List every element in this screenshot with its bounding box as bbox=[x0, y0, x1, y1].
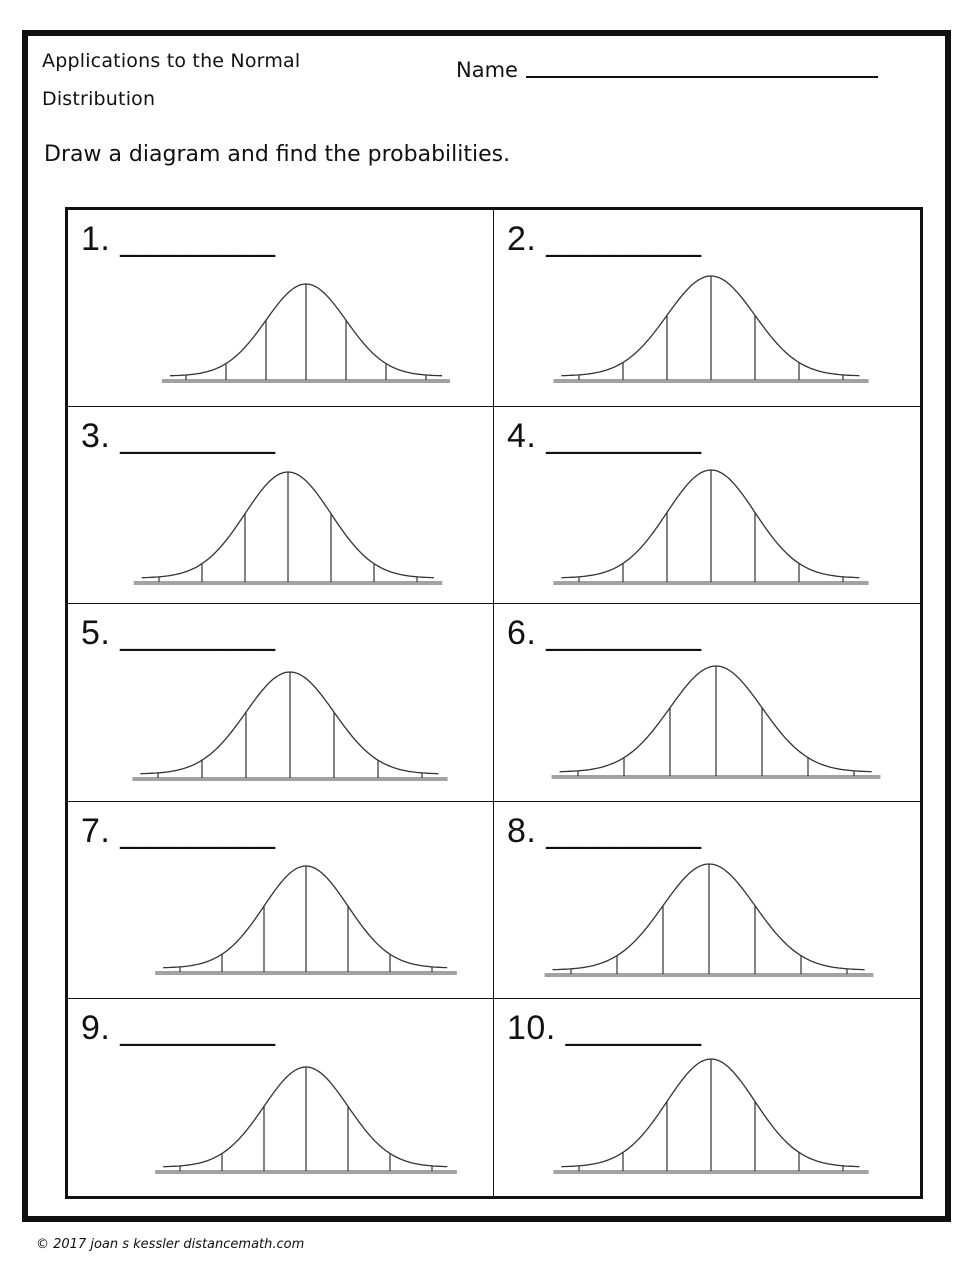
problem-label: 9. ________ bbox=[81, 1008, 276, 1047]
normal-curve-diagram bbox=[68, 802, 493, 998]
problem-cell-9 bbox=[68, 999, 494, 1196]
problem-cell-4 bbox=[494, 407, 920, 604]
problem-cell-6 bbox=[494, 604, 920, 801]
normal-curve-diagram bbox=[68, 210, 493, 406]
problem-cell-5 bbox=[68, 604, 494, 801]
normal-curve-diagram bbox=[494, 802, 920, 998]
normal-curve-diagram bbox=[494, 210, 920, 406]
normal-curve-diagram bbox=[494, 999, 920, 1196]
problem-label: 2. ________ bbox=[507, 220, 702, 258]
problem-label: 1. ________ bbox=[81, 220, 276, 258]
normal-curve-diagram bbox=[494, 407, 920, 603]
problem-label: 8. ________ bbox=[507, 811, 702, 850]
problem-cell-2 bbox=[494, 210, 920, 407]
normal-curve-diagram bbox=[68, 999, 493, 1196]
copyright-footer: © 2017 joan s kessler distancemath.com bbox=[36, 1237, 305, 1252]
problem-label: 7. ________ bbox=[81, 811, 276, 850]
problem-label: 10. _______ bbox=[507, 1008, 702, 1047]
problem-cell-8 bbox=[494, 802, 920, 999]
name-field bbox=[456, 58, 878, 82]
instructions: Draw a diagram and find the probabilities. bbox=[44, 142, 511, 167]
worksheet-title bbox=[42, 42, 362, 118]
problem-label: 6. ________ bbox=[507, 614, 702, 653]
problem-cell-7 bbox=[68, 802, 494, 999]
normal-curve-diagram bbox=[68, 604, 493, 800]
name-blank-line[interactable] bbox=[526, 76, 878, 78]
problem-label: 4. ________ bbox=[507, 417, 702, 456]
problem-grid bbox=[65, 207, 923, 1199]
name-label: Name bbox=[456, 58, 518, 82]
normal-curve-diagram bbox=[494, 604, 920, 800]
title-line-1: Applications to the Normal bbox=[42, 50, 301, 72]
bell-curve bbox=[163, 1067, 447, 1167]
problem-cell-3 bbox=[68, 407, 494, 604]
problem-cell-1 bbox=[68, 210, 494, 407]
bell-curve bbox=[163, 866, 447, 968]
problem-label: 3. ________ bbox=[81, 417, 276, 456]
problem-cell-10 bbox=[494, 999, 920, 1196]
title-line-2: Distribution bbox=[42, 88, 156, 110]
problem-label: 5. ________ bbox=[81, 614, 276, 653]
normal-curve-diagram bbox=[68, 407, 493, 603]
